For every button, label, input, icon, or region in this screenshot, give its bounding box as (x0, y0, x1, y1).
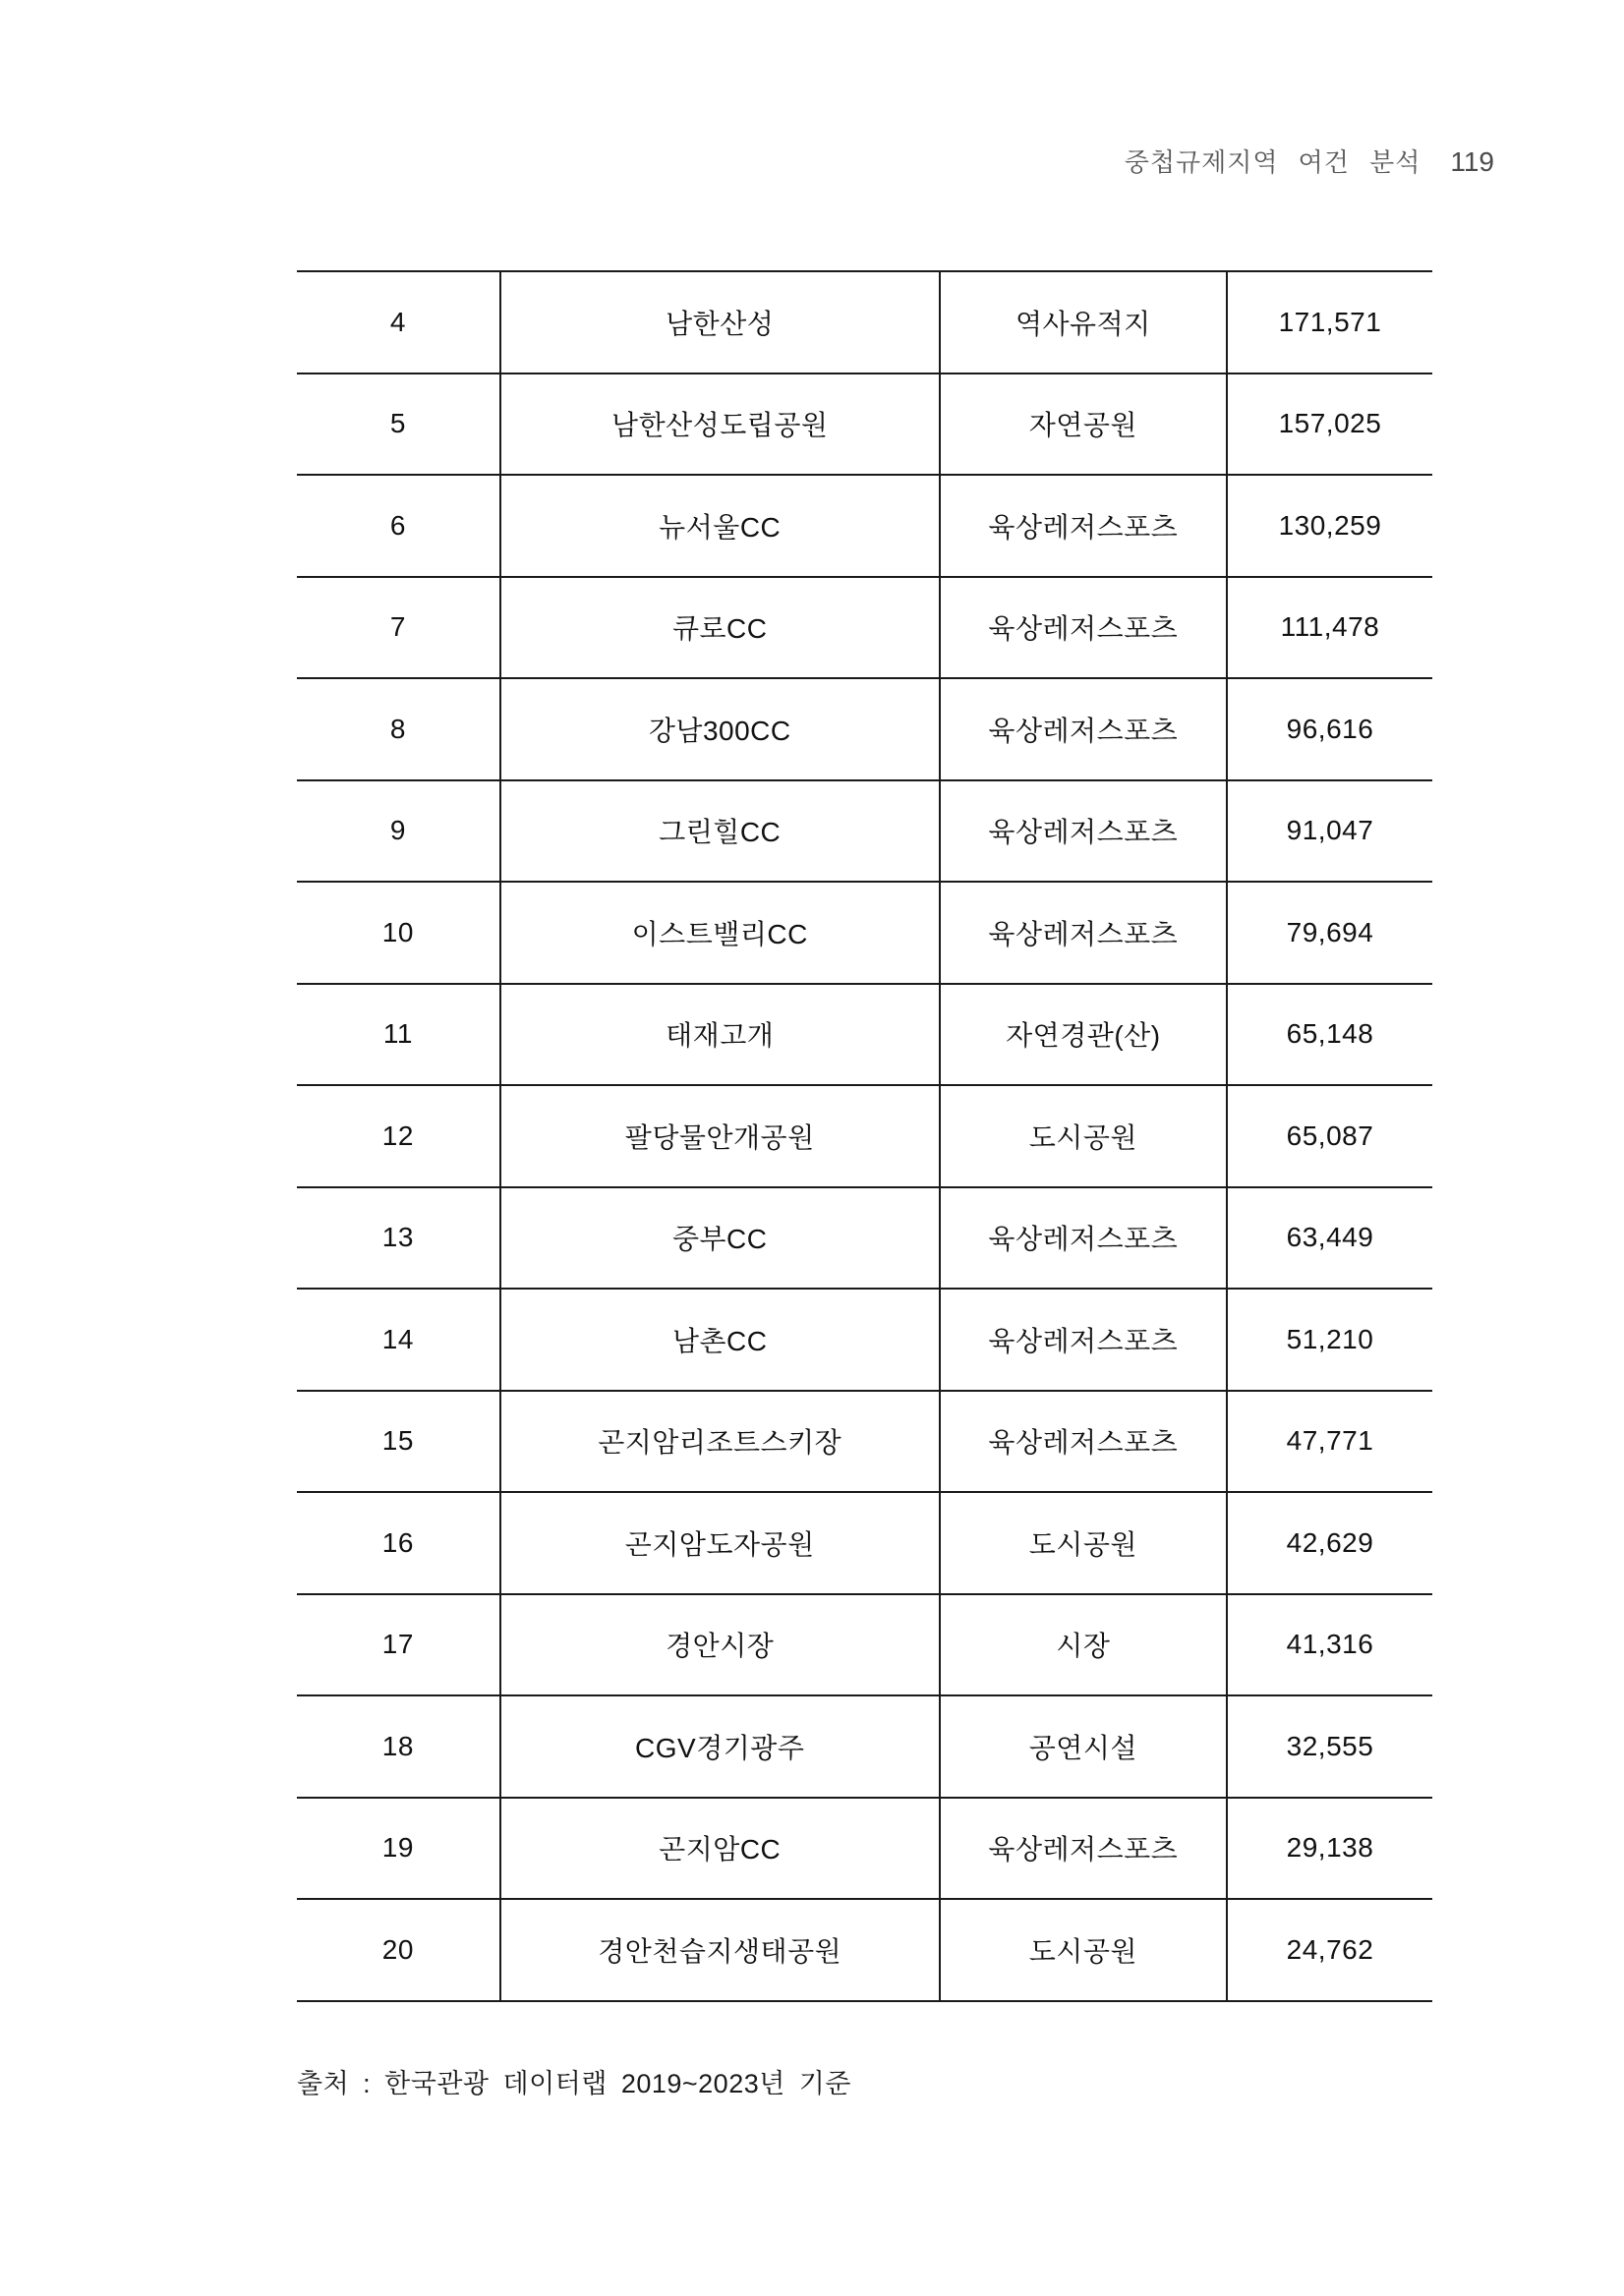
cell-name: 곤지암도자공원 (500, 1492, 940, 1594)
cell-rank: 14 (381, 1323, 414, 1354)
cell-name: 남촌CC (500, 1289, 940, 1391)
table-row (297, 1085, 1432, 1187)
cell-category: 육상레저스포츠 (940, 1289, 1227, 1391)
cell-name: 태재고개 (500, 984, 940, 1086)
cell-rank: 19 (381, 1832, 414, 1864)
cell-rank: 7 (389, 611, 406, 643)
cell-name: 곤지암리조트스키장 (500, 1391, 940, 1493)
cell-name: 중부CC (500, 1187, 940, 1290)
table-row (297, 984, 1432, 1086)
cell-category: 도시공원 (940, 1492, 1227, 1594)
running-head-title: 중첩규제지역 여건 분석 (1124, 147, 1421, 177)
cell-rank: 17 (381, 1629, 414, 1660)
cell-name: 경안시장 (500, 1594, 940, 1696)
cell-category: 도시공원 (940, 1085, 1227, 1187)
cell-rank: 12 (381, 1119, 414, 1151)
cell-rank: 18 (381, 1730, 414, 1761)
table-row (297, 271, 1432, 373)
table-row (297, 1492, 1432, 1594)
table-row (297, 1289, 1432, 1391)
cell-visitors: 96,616 (1227, 678, 1432, 780)
cell-name: 큐로CC (500, 577, 940, 679)
cell-visitors: 65,148 (1227, 984, 1432, 1086)
cell-category: 육상레저스포츠 (940, 882, 1227, 984)
cell-name: 이스트밸리CC (500, 882, 940, 984)
cell-visitors: 157,025 (1227, 373, 1432, 476)
cell-name: 곤지암CC (500, 1798, 940, 1900)
table-row (297, 780, 1432, 883)
cell-rank: 15 (381, 1425, 414, 1457)
cell-visitors: 47,771 (1227, 1391, 1432, 1493)
cell-category: 육상레저스포츠 (940, 1187, 1227, 1290)
cell-rank: 16 (381, 1526, 414, 1558)
cell-visitors: 42,629 (1227, 1492, 1432, 1594)
cell-rank: 11 (382, 1018, 413, 1050)
cell-visitors: 79,694 (1227, 882, 1432, 984)
cell-visitors: 32,555 (1227, 1695, 1432, 1798)
cell-rank: 5 (389, 408, 406, 439)
cell-visitors: 65,087 (1227, 1085, 1432, 1187)
cell-name: 그린힐CC (500, 780, 940, 883)
table-row (297, 882, 1432, 984)
attraction-rank-table (297, 270, 1432, 2002)
cell-visitors: 130,259 (1227, 475, 1432, 577)
table-body (297, 271, 1432, 2001)
cell-category: 육상레저스포츠 (940, 577, 1227, 679)
cell-category: 육상레저스포츠 (940, 780, 1227, 883)
source-note: 출처 : 한국관광 데이터랩 2019~2023년 기준 (297, 2069, 851, 2098)
cell-name: CGV경기광주 (500, 1695, 940, 1798)
cell-visitors: 91,047 (1227, 780, 1432, 883)
page-number: 119 (1450, 146, 1494, 177)
cell-category: 육상레저스포츠 (940, 475, 1227, 577)
cell-rank: 13 (381, 1222, 414, 1253)
cell-category: 도시공원 (940, 1899, 1227, 2001)
cell-visitors: 111,478 (1227, 577, 1432, 679)
table-row (297, 577, 1432, 679)
table-row (297, 373, 1432, 476)
cell-rank: 8 (389, 713, 406, 744)
cell-visitors: 24,762 (1227, 1899, 1432, 2001)
table-row (297, 1594, 1432, 1696)
running-head (1125, 143, 1494, 179)
table-row (297, 1798, 1432, 1900)
cell-category: 공연시설 (940, 1695, 1227, 1798)
cell-name: 강남300CC (500, 678, 940, 780)
cell-rank: 20 (381, 1933, 414, 1965)
cell-rank: 10 (381, 916, 414, 947)
cell-visitors: 63,449 (1227, 1187, 1432, 1290)
table-row (297, 678, 1432, 780)
table-row (297, 1899, 1432, 2001)
cell-category: 역사유적지 (940, 271, 1227, 373)
cell-rank: 6 (389, 509, 406, 541)
cell-name: 팔당물안개공원 (500, 1085, 940, 1187)
cell-rank: 9 (389, 815, 406, 846)
table-row (297, 1187, 1432, 1290)
table-row (297, 1695, 1432, 1798)
cell-category: 자연공원 (940, 373, 1227, 476)
table-row (297, 475, 1432, 577)
cell-category: 자연경관(산) (940, 984, 1227, 1086)
cell-visitors: 51,210 (1227, 1289, 1432, 1391)
cell-visitors: 29,138 (1227, 1798, 1432, 1900)
cell-name: 남한산성도립공원 (500, 373, 940, 476)
cell-visitors: 41,316 (1227, 1594, 1432, 1696)
cell-category: 시장 (940, 1594, 1227, 1696)
cell-name: 뉴서울CC (500, 475, 940, 577)
cell-name: 경안천습지생태공원 (500, 1899, 940, 2001)
cell-visitors: 171,571 (1227, 271, 1432, 373)
cell-category: 육상레저스포츠 (940, 1798, 1227, 1900)
table-row (297, 1391, 1432, 1493)
cell-name: 남한산성 (500, 271, 940, 373)
cell-category: 육상레저스포츠 (940, 1391, 1227, 1493)
cell-rank: 4 (389, 306, 406, 337)
cell-category: 육상레저스포츠 (940, 678, 1227, 780)
